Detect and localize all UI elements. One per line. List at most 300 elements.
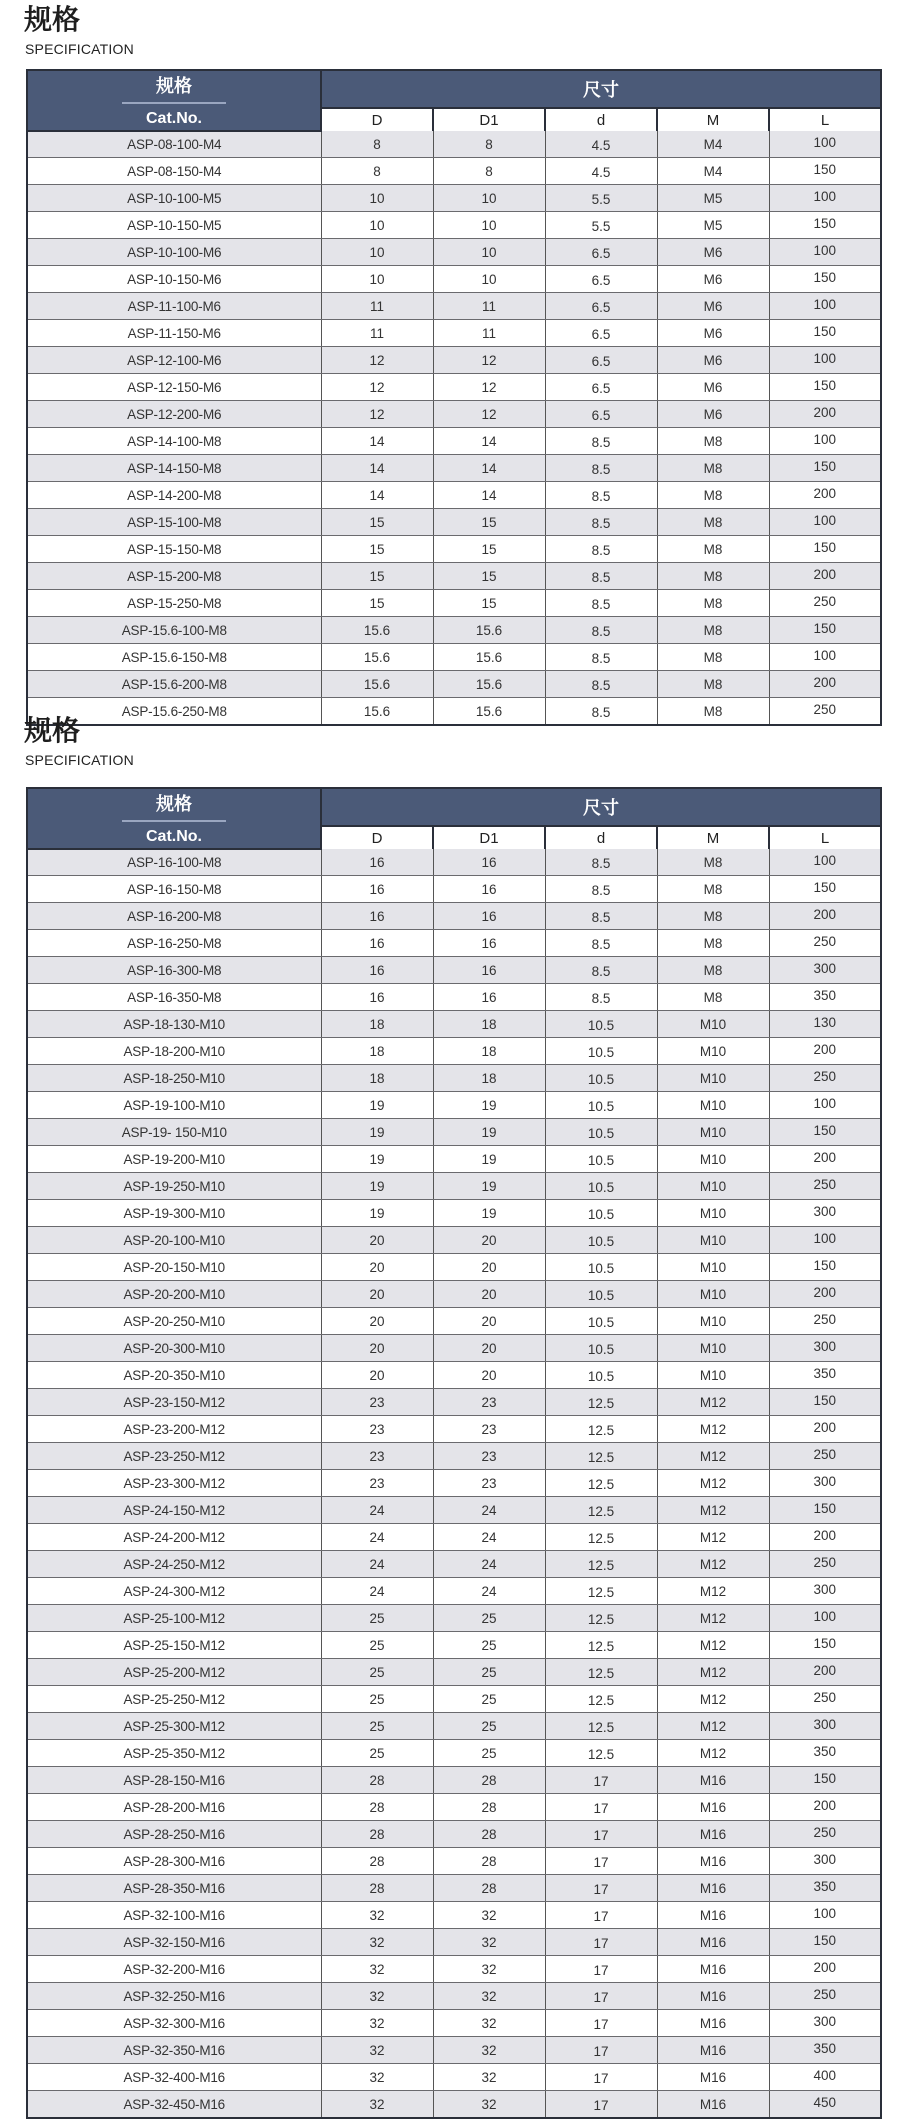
cat-no-cell: ASP-15-250-M8 — [27, 590, 321, 617]
table-body — [27, 849, 881, 2118]
dim-M-cell: M16 — [657, 1956, 769, 1983]
dim-D1-cell: 20 — [433, 1335, 545, 1362]
header-divider — [122, 820, 226, 822]
dim-M-cell: M12 — [657, 1605, 769, 1632]
dim-d-cell: 8.5 — [545, 698, 657, 726]
dim-L-cell: 350 — [769, 984, 881, 1011]
dim-L-cell: 300 — [769, 1713, 881, 1740]
dim-d-cell: 8.5 — [545, 536, 657, 563]
dim-d-cell: 10.5 — [545, 1362, 657, 1389]
cat-no-cell: ASP-25-150-M12 — [27, 1632, 321, 1659]
table-row — [27, 1308, 881, 1335]
cat-no-cell: ASP-14-150-M8 — [27, 455, 321, 482]
table-row — [27, 374, 881, 401]
table-row — [27, 185, 881, 212]
cat-no-header — [27, 70, 321, 131]
dim-L-cell: 100 — [769, 1227, 881, 1254]
dim-D-cell: 18 — [321, 1065, 433, 1092]
dim-M-cell: M10 — [657, 1362, 769, 1389]
col-header-L: L — [769, 108, 881, 131]
dim-L-cell: 200 — [769, 1659, 881, 1686]
cat-no-cell: ASP-15.6-100-M8 — [27, 617, 321, 644]
dim-d-cell: 12.5 — [545, 1416, 657, 1443]
table-row — [27, 1929, 881, 1956]
dim-D-cell: 28 — [321, 1875, 433, 1902]
dim-L-cell: 150 — [769, 320, 881, 347]
dim-M-cell: M8 — [657, 930, 769, 957]
cat-no-cell: ASP-25-100-M12 — [27, 1605, 321, 1632]
dim-D1-cell: 8 — [433, 158, 545, 185]
dim-d-cell: 10.5 — [545, 1335, 657, 1362]
table-row — [27, 1200, 881, 1227]
dim-D-cell: 11 — [321, 320, 433, 347]
dim-L-cell: 150 — [769, 1119, 881, 1146]
dim-D1-cell: 20 — [433, 1281, 545, 1308]
dim-D1-cell: 12 — [433, 347, 545, 374]
dim-D-cell: 25 — [321, 1686, 433, 1713]
dim-D-cell: 14 — [321, 428, 433, 455]
table-row — [27, 1038, 881, 1065]
dim-M-cell: M6 — [657, 293, 769, 320]
cat-no-cell: ASP-12-150-M6 — [27, 374, 321, 401]
cat-header-en: Cat.No. — [146, 828, 202, 845]
dim-M-cell: M8 — [657, 849, 769, 876]
dim-M-cell: M8 — [657, 671, 769, 698]
dim-L-cell: 300 — [769, 2010, 881, 2037]
table-row — [27, 1578, 881, 1605]
cat-no-cell: ASP-08-150-M4 — [27, 158, 321, 185]
dim-d-cell: 10.5 — [545, 1011, 657, 1038]
dim-M-cell: M16 — [657, 1767, 769, 1794]
dim-L-cell: 400 — [769, 2064, 881, 2091]
table-row — [27, 1524, 881, 1551]
section-title: 规格 — [24, 714, 81, 747]
dim-D1-cell: 16 — [433, 984, 545, 1011]
dimensions-header: 尺寸 — [321, 788, 881, 826]
dim-D1-cell: 15 — [433, 590, 545, 617]
dim-D1-cell: 19 — [433, 1146, 545, 1173]
dim-M-cell: M16 — [657, 1983, 769, 2010]
dim-M-cell: M12 — [657, 1713, 769, 1740]
dim-D1-cell: 8 — [433, 131, 545, 158]
table-row — [27, 1092, 881, 1119]
dim-M-cell: M16 — [657, 1875, 769, 1902]
dim-D-cell: 20 — [321, 1308, 433, 1335]
cat-no-cell: ASP-14-200-M8 — [27, 482, 321, 509]
table-row — [27, 266, 881, 293]
dim-D1-cell: 15.6 — [433, 617, 545, 644]
dim-M-cell: M10 — [657, 1254, 769, 1281]
cat-no-cell: ASP-16-350-M8 — [27, 984, 321, 1011]
table-row — [27, 1848, 881, 1875]
table-row — [27, 1686, 881, 1713]
dim-d-cell: 8.5 — [545, 644, 657, 671]
table-row — [27, 930, 881, 957]
dim-d-cell: 10.5 — [545, 1038, 657, 1065]
dim-M-cell: M8 — [657, 984, 769, 1011]
dim-D-cell: 14 — [321, 455, 433, 482]
dim-d-cell: 10.5 — [545, 1200, 657, 1227]
cat-no-cell: ASP-19-300-M10 — [27, 1200, 321, 1227]
dim-d-cell: 12.5 — [545, 1524, 657, 1551]
col-header-L: L — [769, 826, 881, 849]
dim-M-cell: M16 — [657, 2064, 769, 2091]
dim-D-cell: 11 — [321, 293, 433, 320]
dim-D-cell: 15 — [321, 563, 433, 590]
dim-D1-cell: 19 — [433, 1200, 545, 1227]
dim-L-cell: 100 — [769, 509, 881, 536]
dim-d-cell: 8.5 — [545, 876, 657, 903]
dim-d-cell: 6.5 — [545, 320, 657, 347]
dim-d-cell: 8.5 — [545, 984, 657, 1011]
dim-D1-cell: 15 — [433, 563, 545, 590]
table-row — [27, 1011, 881, 1038]
dim-D-cell: 20 — [321, 1335, 433, 1362]
table-row — [27, 239, 881, 266]
dim-M-cell: M4 — [657, 131, 769, 158]
header-divider — [122, 102, 226, 104]
table-body — [27, 131, 881, 725]
dim-M-cell: M12 — [657, 1659, 769, 1686]
dim-L-cell: 200 — [769, 1524, 881, 1551]
dim-D1-cell: 24 — [433, 1551, 545, 1578]
dim-d-cell: 6.5 — [545, 266, 657, 293]
cat-no-cell: ASP-15.6-250-M8 — [27, 698, 321, 726]
dim-L-cell: 250 — [769, 1983, 881, 2010]
cat-no-cell: ASP-24-250-M12 — [27, 1551, 321, 1578]
dim-D-cell: 16 — [321, 984, 433, 1011]
cat-header-zh: 规格 — [156, 76, 192, 97]
dim-L-cell: 100 — [769, 1092, 881, 1119]
cat-no-cell: ASP-24-150-M12 — [27, 1497, 321, 1524]
dim-D1-cell: 32 — [433, 2037, 545, 2064]
dim-D1-cell: 23 — [433, 1470, 545, 1497]
dim-M-cell: M8 — [657, 428, 769, 455]
dim-L-cell: 200 — [769, 1956, 881, 1983]
dim-L-cell: 100 — [769, 347, 881, 374]
cat-no-cell: ASP-32-100-M16 — [27, 1902, 321, 1929]
cat-no-cell: ASP-16-150-M8 — [27, 876, 321, 903]
dim-L-cell: 200 — [769, 1794, 881, 1821]
dim-L-cell: 150 — [769, 158, 881, 185]
dim-M-cell: M16 — [657, 2037, 769, 2064]
cat-no-cell: ASP-25-350-M12 — [27, 1740, 321, 1767]
dim-L-cell: 100 — [769, 644, 881, 671]
table-row — [27, 293, 881, 320]
table-row — [27, 1389, 881, 1416]
dim-D1-cell: 24 — [433, 1578, 545, 1605]
dim-d-cell: 17 — [545, 2037, 657, 2064]
table-row — [27, 1281, 881, 1308]
dim-D-cell: 18 — [321, 1038, 433, 1065]
dim-M-cell: M6 — [657, 266, 769, 293]
dim-D1-cell: 14 — [433, 428, 545, 455]
table-row — [27, 1227, 881, 1254]
dim-D1-cell: 16 — [433, 903, 545, 930]
table-row — [27, 1767, 881, 1794]
dim-D-cell: 12 — [321, 401, 433, 428]
dim-D-cell: 28 — [321, 1848, 433, 1875]
dim-M-cell: M5 — [657, 185, 769, 212]
dim-d-cell: 17 — [545, 2091, 657, 2119]
table-row — [27, 1551, 881, 1578]
dim-M-cell: M8 — [657, 957, 769, 984]
dim-M-cell: M10 — [657, 1092, 769, 1119]
dim-D-cell: 20 — [321, 1227, 433, 1254]
dim-D-cell: 32 — [321, 1902, 433, 1929]
dim-L-cell: 250 — [769, 1551, 881, 1578]
cat-no-cell: ASP-20-350-M10 — [27, 1362, 321, 1389]
dim-d-cell: 17 — [545, 1794, 657, 1821]
dim-D-cell: 16 — [321, 876, 433, 903]
table-row — [27, 2064, 881, 2091]
dim-M-cell: M10 — [657, 1011, 769, 1038]
dim-D-cell: 20 — [321, 1254, 433, 1281]
table-row — [27, 1416, 881, 1443]
dim-D-cell: 25 — [321, 1713, 433, 1740]
dim-D1-cell: 24 — [433, 1524, 545, 1551]
cat-no-cell: ASP-23-200-M12 — [27, 1416, 321, 1443]
dim-L-cell: 100 — [769, 239, 881, 266]
dim-d-cell: 10.5 — [545, 1254, 657, 1281]
cat-no-cell: ASP-08-100-M4 — [27, 131, 321, 158]
dim-M-cell: M12 — [657, 1389, 769, 1416]
dim-M-cell: M16 — [657, 2010, 769, 2037]
dim-d-cell: 10.5 — [545, 1308, 657, 1335]
dim-M-cell: M10 — [657, 1281, 769, 1308]
dim-M-cell: M8 — [657, 698, 769, 726]
dim-d-cell: 10.5 — [545, 1281, 657, 1308]
table-row — [27, 1146, 881, 1173]
dim-d-cell: 5.5 — [545, 212, 657, 239]
cat-no-cell: ASP-20-150-M10 — [27, 1254, 321, 1281]
cat-no-cell: ASP-25-200-M12 — [27, 1659, 321, 1686]
table-row — [27, 536, 881, 563]
dim-D1-cell: 16 — [433, 930, 545, 957]
dim-D1-cell: 15 — [433, 536, 545, 563]
dim-d-cell: 12.5 — [545, 1740, 657, 1767]
dim-L-cell: 200 — [769, 671, 881, 698]
dim-d-cell: 12.5 — [545, 1713, 657, 1740]
cat-no-cell: ASP-23-300-M12 — [27, 1470, 321, 1497]
cat-no-cell: ASP-32-200-M16 — [27, 1956, 321, 1983]
cat-no-cell: ASP-15-100-M8 — [27, 509, 321, 536]
dim-L-cell: 450 — [769, 2091, 881, 2119]
dim-M-cell: M8 — [657, 644, 769, 671]
dim-d-cell: 12.5 — [545, 1443, 657, 1470]
dim-D-cell: 23 — [321, 1389, 433, 1416]
dim-D-cell: 16 — [321, 903, 433, 930]
cat-no-cell: ASP-15.6-200-M8 — [27, 671, 321, 698]
dim-D-cell: 16 — [321, 957, 433, 984]
dim-d-cell: 8.5 — [545, 563, 657, 590]
dim-L-cell: 250 — [769, 1308, 881, 1335]
dim-D1-cell: 20 — [433, 1308, 545, 1335]
dim-M-cell: M12 — [657, 1686, 769, 1713]
table-row — [27, 401, 881, 428]
cat-no-cell: ASP-11-150-M6 — [27, 320, 321, 347]
dim-D-cell: 28 — [321, 1821, 433, 1848]
dim-D-cell: 19 — [321, 1200, 433, 1227]
dim-d-cell: 12.5 — [545, 1632, 657, 1659]
dim-M-cell: M16 — [657, 2091, 769, 2119]
table-row — [27, 1065, 881, 1092]
dim-M-cell: M10 — [657, 1173, 769, 1200]
dim-M-cell: M10 — [657, 1335, 769, 1362]
dim-L-cell: 250 — [769, 698, 881, 726]
dim-D1-cell: 11 — [433, 293, 545, 320]
dim-M-cell: M12 — [657, 1578, 769, 1605]
dim-D-cell: 10 — [321, 266, 433, 293]
cat-no-cell: ASP-12-100-M6 — [27, 347, 321, 374]
dim-D1-cell: 28 — [433, 1767, 545, 1794]
cat-no-cell: ASP-28-150-M16 — [27, 1767, 321, 1794]
dim-D1-cell: 19 — [433, 1092, 545, 1119]
dim-D-cell: 16 — [321, 849, 433, 876]
table-row — [27, 1335, 881, 1362]
dim-d-cell: 10.5 — [545, 1173, 657, 1200]
dim-D1-cell: 32 — [433, 1902, 545, 1929]
dim-D-cell: 25 — [321, 1659, 433, 1686]
dim-d-cell: 8.5 — [545, 930, 657, 957]
dim-D-cell: 15.6 — [321, 644, 433, 671]
dim-D-cell: 23 — [321, 1416, 433, 1443]
dim-M-cell: M12 — [657, 1470, 769, 1497]
dim-M-cell: M10 — [657, 1038, 769, 1065]
section-subtitle: SPECIFICATION — [25, 752, 134, 768]
table-row — [27, 1443, 881, 1470]
table-row — [27, 1794, 881, 1821]
table-row — [27, 131, 881, 158]
dim-L-cell: 350 — [769, 1740, 881, 1767]
dim-d-cell: 8.5 — [545, 455, 657, 482]
section-subtitle: SPECIFICATION — [25, 41, 134, 57]
cat-no-cell: ASP-15.6-150-M8 — [27, 644, 321, 671]
dim-M-cell: M6 — [657, 401, 769, 428]
cat-no-cell: ASP-28-350-M16 — [27, 1875, 321, 1902]
cat-no-cell: ASP-18-200-M10 — [27, 1038, 321, 1065]
dim-d-cell: 17 — [545, 1902, 657, 1929]
dim-L-cell: 200 — [769, 482, 881, 509]
dim-D-cell: 15 — [321, 509, 433, 536]
dim-d-cell: 10.5 — [545, 1092, 657, 1119]
dim-D-cell: 20 — [321, 1281, 433, 1308]
table-row — [27, 876, 881, 903]
dim-M-cell: M16 — [657, 1902, 769, 1929]
dim-L-cell: 350 — [769, 2037, 881, 2064]
table-row — [27, 1713, 881, 1740]
table-row — [27, 1497, 881, 1524]
dim-M-cell: M5 — [657, 212, 769, 239]
dim-d-cell: 8.5 — [545, 903, 657, 930]
dim-M-cell: M8 — [657, 482, 769, 509]
cat-no-cell: ASP-32-250-M16 — [27, 1983, 321, 2010]
table-row — [27, 957, 881, 984]
dim-L-cell: 300 — [769, 1200, 881, 1227]
dim-M-cell: M12 — [657, 1524, 769, 1551]
table-row — [27, 347, 881, 374]
dim-L-cell: 100 — [769, 131, 881, 158]
dim-D-cell: 25 — [321, 1632, 433, 1659]
dim-D1-cell: 32 — [433, 1956, 545, 1983]
dim-d-cell: 8.5 — [545, 617, 657, 644]
cat-no-cell: ASP-18-130-M10 — [27, 1011, 321, 1038]
cat-no-cell: ASP-12-200-M6 — [27, 401, 321, 428]
dim-L-cell: 100 — [769, 293, 881, 320]
dim-L-cell: 100 — [769, 1902, 881, 1929]
col-header-D: D — [321, 108, 433, 131]
dim-d-cell: 17 — [545, 1848, 657, 1875]
dim-d-cell: 6.5 — [545, 374, 657, 401]
dim-D-cell: 32 — [321, 2010, 433, 2037]
cat-no-cell: ASP-32-300-M16 — [27, 2010, 321, 2037]
dim-D1-cell: 20 — [433, 1362, 545, 1389]
dim-L-cell: 150 — [769, 374, 881, 401]
table-row — [27, 1659, 881, 1686]
dim-D1-cell: 14 — [433, 482, 545, 509]
dim-D-cell: 28 — [321, 1767, 433, 1794]
dim-M-cell: M12 — [657, 1443, 769, 1470]
dim-L-cell: 200 — [769, 1281, 881, 1308]
dim-D1-cell: 15.6 — [433, 644, 545, 671]
dim-M-cell: M8 — [657, 536, 769, 563]
dim-D1-cell: 23 — [433, 1416, 545, 1443]
dim-d-cell: 8.5 — [545, 482, 657, 509]
table-row — [27, 320, 881, 347]
dim-D-cell: 23 — [321, 1443, 433, 1470]
dim-D-cell: 15.6 — [321, 671, 433, 698]
dim-L-cell: 100 — [769, 849, 881, 876]
dim-L-cell: 250 — [769, 1065, 881, 1092]
cat-no-cell: ASP-24-300-M12 — [27, 1578, 321, 1605]
cat-no-cell: ASP-16-250-M8 — [27, 930, 321, 957]
table-row — [27, 1875, 881, 1902]
dim-M-cell: M16 — [657, 1794, 769, 1821]
cat-no-cell: ASP-20-100-M10 — [27, 1227, 321, 1254]
dim-D1-cell: 25 — [433, 1713, 545, 1740]
dim-M-cell: M12 — [657, 1416, 769, 1443]
cat-no-cell: ASP-19-200-M10 — [27, 1146, 321, 1173]
section-title: 规格 — [24, 3, 81, 36]
dim-D-cell: 14 — [321, 482, 433, 509]
table-row — [27, 644, 881, 671]
dim-d-cell: 12.5 — [545, 1470, 657, 1497]
col-header-d: d — [545, 826, 657, 849]
table-row — [27, 590, 881, 617]
dim-d-cell: 17 — [545, 1875, 657, 1902]
dim-D-cell: 32 — [321, 1983, 433, 2010]
cat-no-cell: ASP-10-150-M6 — [27, 266, 321, 293]
dim-D1-cell: 14 — [433, 455, 545, 482]
dim-L-cell: 150 — [769, 455, 881, 482]
dim-D1-cell: 23 — [433, 1389, 545, 1416]
cat-no-cell: ASP-32-350-M16 — [27, 2037, 321, 2064]
table-row — [27, 212, 881, 239]
dim-D1-cell: 16 — [433, 957, 545, 984]
dim-D1-cell: 25 — [433, 1686, 545, 1713]
dim-D-cell: 20 — [321, 1362, 433, 1389]
table-row — [27, 1119, 881, 1146]
dim-L-cell: 100 — [769, 1605, 881, 1632]
cat-no-header — [27, 788, 321, 849]
dim-D1-cell: 15.6 — [433, 698, 545, 726]
dim-D-cell: 24 — [321, 1524, 433, 1551]
dim-M-cell: M16 — [657, 1929, 769, 1956]
table-row — [27, 984, 881, 1011]
dim-d-cell: 12.5 — [545, 1686, 657, 1713]
dim-L-cell: 300 — [769, 1578, 881, 1605]
dim-L-cell: 300 — [769, 1470, 881, 1497]
